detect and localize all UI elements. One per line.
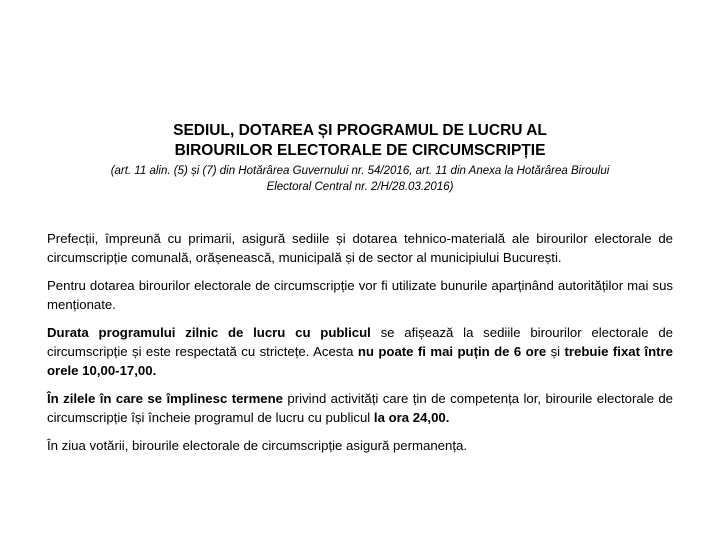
paragraph-dotare: Pentru dotarea birourilor electorale de circumscripție vor fi utilizate bunurile aparținând autorităților mai sus menționate.: [47, 278, 673, 312]
text-segment: privind activități care țin de competența lor, birourile electorale de circumscripție își încheie programul de lucru cu publicul: [47, 391, 674, 425]
paragraph-prefecti: Prefecții, împreună cu primarii, asigură sediile și dotarea tehnico-materială ale birourilor electorale de circumscripție comunală, orășenească, municipală și de sector al municipiului București.: [47, 231, 673, 265]
title-line-1: SEDIUL, DOTAREA ȘI PROGRAMUL DE LUCRU AL: [173, 122, 547, 139]
emphasis-ora-24: la ora 24,00.: [373, 410, 450, 425]
emphasis-interval-orar: trebuie fixat între orele 10,00-17,00.: [47, 344, 673, 378]
emphasis-termene: În zilele în care se împlinesc termene: [47, 391, 284, 406]
text-segment: și: [546, 344, 565, 359]
legal-reference-line-2: Electoral Central nr. 2/H/28.03.2016): [266, 181, 454, 193]
legal-reference-line-1: (art. 11 alin. (5) și (7) din Hotărârea Guvernului nr. 54/2016, art. 11 din Anexa la Hotărârea Biroului: [110, 165, 610, 177]
emphasis-minim-ore: nu poate fi mai puțin de 6 ore: [357, 344, 547, 359]
text-segment: se afișează la sediile birourilor electorale de circumscripție și este respectată cu strictețe. Acesta: [47, 325, 673, 359]
paragraph-termene: [47, 389, 673, 427]
emphasis-durata: Durata programului zilnic de lucru cu publicul: [47, 325, 371, 340]
title-line-2: BIROURILOR ELECTORALE DE CIRCUMSCRIPȚIE: [174, 142, 546, 159]
document-title: [60, 121, 660, 161]
legal-reference: [45, 163, 675, 195]
paragraph-durata-program: [47, 323, 673, 380]
document-body: [47, 229, 673, 464]
paragraph-ziua-votarii: În ziua votării, birourile electorale de circumscripție asigură permanența.: [47, 438, 467, 453]
